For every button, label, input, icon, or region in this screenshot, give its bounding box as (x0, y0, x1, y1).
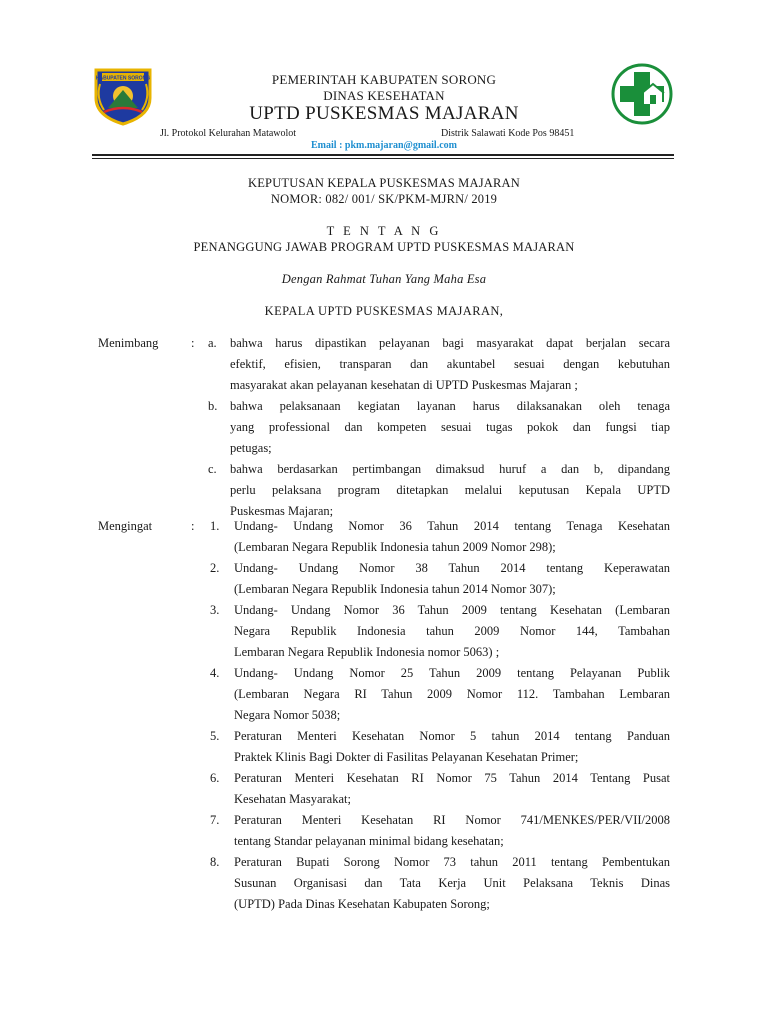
list-marker: 8. (210, 855, 220, 869)
list-item-line: Peraturan Menteri Kesehatan RI Nomor 741/MENKES/PER/VII/2008 (234, 813, 670, 827)
government-name: PEMERINTAH KABUPATEN SORONG (271, 72, 497, 87)
list-marker: b. (208, 399, 218, 413)
list-item-line: Undang- Undang Nomor 38 Tahun 2014 tentang Keperawatan (234, 561, 670, 575)
list-item-line: Peraturan Bupati Sorong Nomor 73 tahun 2011 tentang Pembentukan (234, 855, 670, 869)
list-item-line: Undang- Undang Nomor 36 Tahun 2009 tentang Kesehatan (Lembaran (234, 603, 670, 617)
mengingat-colon: : (191, 519, 195, 533)
tentang-heading: T E N T A N G (326, 224, 442, 238)
list-item-line: perlu pelaksana program ditetapkan melalui keputusan Kepala UPTD (230, 483, 670, 497)
list-marker: 1. (210, 519, 220, 533)
list-item-line: bahwa pelaksanaan kegiatan layanan harus dilaksanakan oleh tenaga (230, 399, 670, 413)
list-item-line: Undang- Undang Nomor 25 Tahun 2009 tentang Pelayanan Publik (234, 666, 670, 680)
email-address (0, 140, 768, 151)
list-marker: 7. (210, 813, 220, 827)
list-item-line: Negara Republik Indonesia tahun 2009 Nomor 144, Tambahan (234, 624, 670, 638)
letterhead-divider-thick (92, 154, 674, 156)
decree-subject: PENANGGUNG JAWAB PROGRAM UPTD PUSKESMAS MAJARAN (193, 240, 575, 254)
list-item-line: Praktek Klinis Bagi Dokter di Fasilitas Pelayanan Kesehatan Primer; (234, 750, 579, 764)
list-item-line: (Lembaran Negara Republik Indonesia tahun 2009 Nomor 298); (234, 540, 556, 554)
menimbang-colon: : (191, 336, 195, 350)
list-item-line: Lembaran Negara Republik Indonesia nomor 5063) ; (234, 645, 500, 659)
list-marker: 4. (210, 666, 220, 680)
unit-name: UPTD PUSKESMAS MAJARAN (249, 103, 519, 124)
list-item-line: petugas; (230, 441, 272, 455)
list-marker: 2. (210, 561, 220, 575)
list-marker: 6. (210, 771, 220, 785)
email-text: Email : pkm.majaran@gmail.com (311, 140, 457, 151)
head-of-unit-line: KEPALA UPTD PUSKESMAS MAJARAN, (264, 304, 504, 318)
list-item-line: (Lembaran Negara RI Tahun 2009 Nomor 112. Tambahan Lembaran (234, 687, 670, 701)
list-item-line: Kesehatan Masyarakat; (234, 792, 351, 806)
list-item-line: efektif, efisien, transparan dan akuntabel sesuai dengan kebutuhan (230, 357, 670, 371)
list-marker: a. (208, 336, 217, 350)
district-postcode: Distrik Salawati Kode Pos 98451 (441, 128, 575, 139)
street-address: Jl. Protokol Kelurahan Matawolot (160, 128, 297, 139)
list-item-line: masyarakat akan pelayanan kesehatan di UPTD Puskesmas Majaran ; (230, 378, 578, 392)
list-marker: c. (208, 462, 217, 476)
list-item-line: yang professional dan kompeten sesuai tugas pokok dan fungsi tiap (230, 420, 670, 434)
list-marker: 3. (210, 603, 220, 617)
blessing-line: Dengan Rahmat Tuhan Yang Maha Esa (281, 272, 487, 286)
agency-name: DINAS KESEHATAN (323, 88, 445, 103)
logo-inscription: KABUPATEN SORONG (95, 75, 151, 82)
list-item-line: Undang- Undang Nomor 36 Tahun 2014 tentang Tenaga Kesehatan (234, 519, 670, 533)
list-item-line: tentang Standar pelayanan minimal bidang kesehatan; (234, 834, 504, 848)
list-item-line: Susunan Organisasi dan Tata Kerja Unit Pelaksana Teknis Dinas (234, 876, 670, 890)
list-item-line: Peraturan Menteri Kesehatan RI Nomor 75 Tahun 2014 Tentang Pusat (234, 771, 670, 785)
list-item-line: (Lembaran Negara Republik Indonesia tahun 2014 Nomor 307); (234, 582, 556, 596)
decree-number: NOMOR: 082/ 001/ SK/PKM-MJRN/ 2019 (270, 192, 498, 206)
menimbang-label: Menimbang (98, 336, 159, 350)
list-item-line: Negara Nomor 5038; (234, 708, 341, 722)
mengingat-label: Mengingat (98, 519, 153, 533)
list-item-line: Puskesmas Majaran; (230, 504, 334, 518)
list-item-line: Peraturan Menteri Kesehatan Nomor 5 tahun 2014 tentang Panduan (234, 729, 670, 743)
letterhead-divider-thin (92, 158, 674, 159)
list-item-line: (UPTD) Pada Dinas Kesehatan Kabupaten Sorong; (234, 897, 490, 911)
list-item-line: bahwa harus dipastikan pelayanan bagi masyarakat dapat berjalan secara (230, 336, 670, 350)
list-marker: 5. (210, 729, 220, 743)
list-item-line: bahwa berdasarkan pertimbangan dimaksud huruf a dan b, dipandang (230, 462, 670, 476)
decree-title: KEPUTUSAN KEPALA PUSKESMAS MAJARAN (247, 176, 521, 190)
